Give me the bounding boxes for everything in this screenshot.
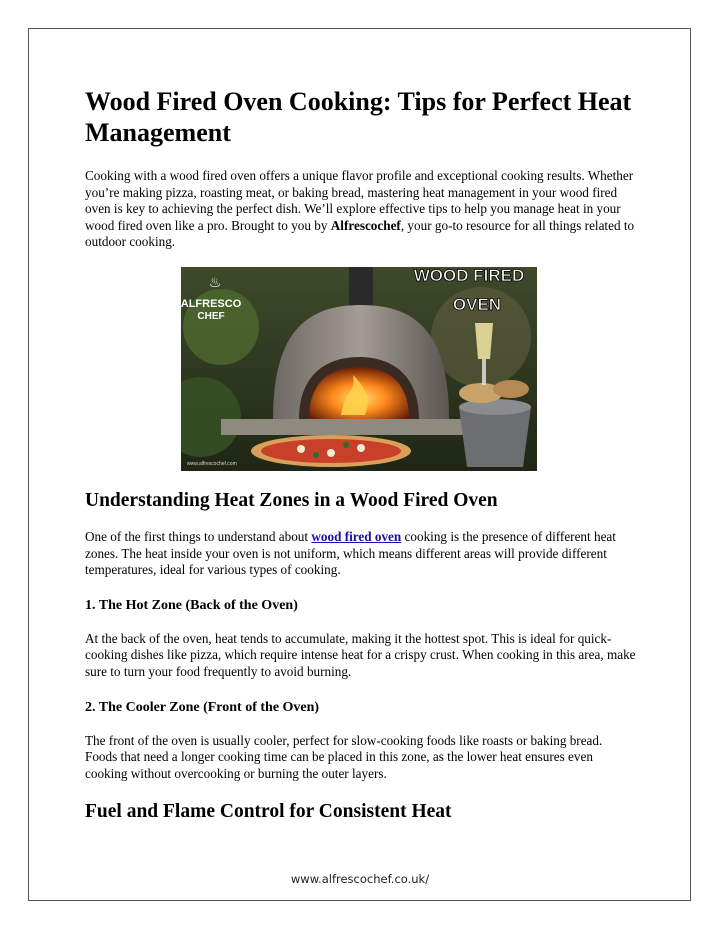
badge-line2: OVEN [452,294,502,314]
oven-illustration [181,267,537,471]
logo-line1: ALFRESCO [181,297,242,310]
cool-zone-paragraph: The front of the oven is usually cooler, perfect for slow-cooking foods like roasts or baking bread. Foods that need a longer cooking time can be placed in this zone, as the lower heat ensures even cooking without overcooking or burning the outer layers. [85,732,603,781]
intro-paragraph [85,168,637,251]
logo-line2: CHEF [197,310,225,322]
brand-name: Alfrescochef [330,217,401,233]
wood-fired-oven-link[interactable]: wood fired oven [311,528,402,544]
hot-zone-paragraph: At the back of the oven, heat tends to accumulate, making it the hottest spot. This is ideal for quick-cooking dishes like pizza, which require intense heat for a crispy crust. When cooking in this area, make sure to turn your food frequently to avoid burning. [85,630,636,679]
intro-text-end: , your go-to resource for all things related to outdoor cooking. [85,217,635,250]
cool-zone-heading: 2. The Cooler Zone (Front of the Oven) [85,699,320,715]
section-heading-heat-zones: Understanding Heat Zones in a Wood Fired Oven [85,489,498,511]
badge-line1: WOOD FIRED [413,266,525,285]
page-title: Wood Fired Oven Cooking: Tips for Perfect Heat Management [85,87,632,147]
heat-zones-paragraph [85,529,637,579]
hot-zone-heading: 1. The Hot Zone (Back of the Oven) [85,597,298,613]
heat-zones-text-end: cooking is the presence of different heat zones. The heat inside your oven is not uniform, which means different areas will provide different temperatures, ideal for various types of cooking. [85,528,616,578]
hero-image-wood-fired-oven [181,267,537,471]
heat-zones-text-start: One of the first things to understand about [85,528,312,544]
section-heading-fuel-flame: Fuel and Flame Control for Consistent Heat [85,801,452,823]
image-watermark: www.alfrescochef.com [187,460,237,467]
bucket [459,407,531,467]
document-body [85,86,637,840]
footer-url: www.alfrescochef.co.uk/ [290,872,430,886]
wine-glass [475,323,493,359]
intro-text-start: Cooking with a wood fired oven offers a unique flavor profile and exceptional cooking results. Whether you’re making pizza, roasting meat, or baking bread, mastering heat management in your wood fired oven is key to achieving the perfect dish. We’ll explore effective tips to help you manage heat in your wood fired oven like a pro. Brought to you by [85,168,634,233]
oven-table [221,419,471,435]
flame-icon: ♨ [208,273,222,290]
